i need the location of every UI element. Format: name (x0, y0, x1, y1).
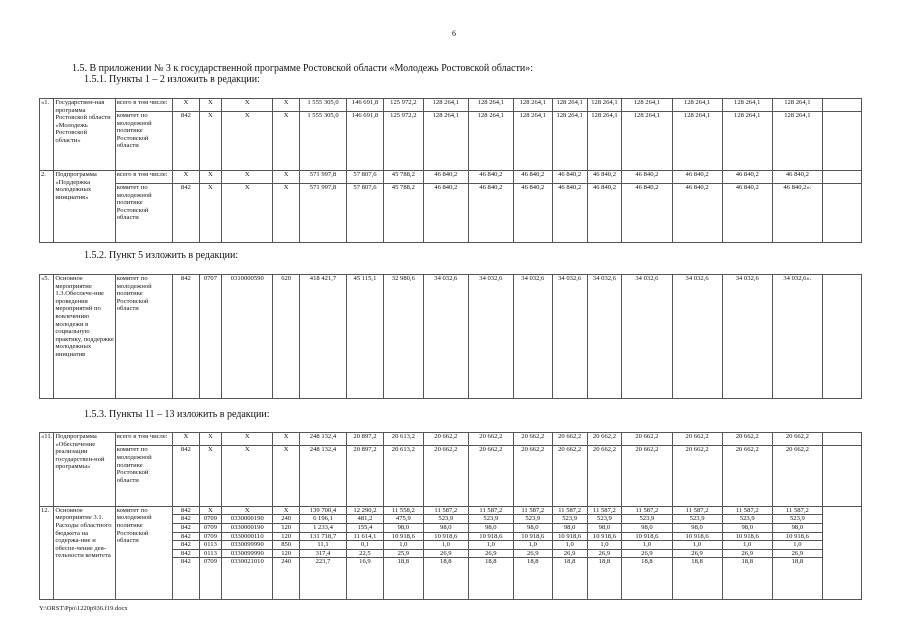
value-cell: 34 032,6 (587, 275, 622, 399)
value-line: 98,0 (384, 523, 423, 532)
value-cell: 34 032,6 (622, 275, 672, 399)
value-line: 26,9 (514, 549, 552, 558)
value-cell: 45 115,1 (347, 275, 384, 399)
value-line: 1,0 (384, 540, 423, 549)
executor-cell: комитет по молодежной политике Ростовской области (115, 446, 172, 506)
value-cell: 128 264,1 (587, 99, 622, 112)
value-line: 10 918,6 (424, 532, 468, 541)
value-line: 523,9 (424, 514, 468, 523)
value-cell: 46 840,2 (587, 170, 622, 183)
value-cell (772, 506, 822, 599)
value-line: 11 614,1 (347, 532, 383, 541)
value-line: 11 587,2 (635, 506, 659, 514)
value-line: 120 (273, 549, 299, 558)
value-cell: Х (199, 446, 222, 506)
value-cell: 45 788,2 (383, 170, 423, 183)
value-line: 98,0 (588, 523, 622, 532)
value-cell: 128 264,1 (722, 112, 772, 171)
value-cell: 20 662,2 (672, 433, 722, 446)
value-line: 0330000190 (222, 523, 272, 532)
value-cell: 842 (173, 183, 200, 242)
executor-cell: комитет по молодежной политике Ростовской области (115, 275, 172, 399)
value-line: 10 918,6 (673, 532, 722, 541)
value-cell: 20 662,2 (722, 433, 772, 446)
value-line: 26,9 (424, 549, 468, 558)
value-cell: 34 032,6». (772, 275, 822, 399)
value-cell: Х (199, 183, 222, 242)
empty-cell (822, 506, 861, 599)
value-line: 98,0 (514, 523, 552, 532)
value-line: 842 (173, 532, 199, 541)
value-cell: 20 613,2 (383, 433, 423, 446)
value-cell: Х (273, 170, 300, 183)
table-row (40, 433, 862, 446)
value-cell: Х (173, 170, 200, 183)
value-cell: 20 662,2 (468, 446, 513, 506)
value-line: 1,0 (622, 540, 671, 549)
value-line: 18,8 (469, 557, 513, 566)
value-line: 842 (173, 549, 199, 558)
value-line: 842 (173, 514, 199, 523)
value-cell: Х (273, 433, 300, 446)
value-line: 842 (173, 523, 199, 532)
empty-cell (822, 275, 861, 399)
value-cell (423, 506, 468, 599)
value-line: 240 (273, 514, 299, 523)
value-cell: 20 662,2 (772, 433, 822, 446)
value-line: 0709 (200, 532, 222, 541)
value-cell: 45 788,2 (383, 183, 423, 242)
value-cell: 46 840,2 (513, 170, 552, 183)
executor-cell: всего в том числе: (115, 170, 172, 183)
value-cell: 20 662,2 (722, 446, 772, 506)
value-cell: 46 840,2 (672, 183, 722, 242)
value-line: 98,0 (773, 523, 822, 532)
value-cell: 46 840,2 (772, 170, 822, 183)
value-cell: 571 997,8 (299, 183, 346, 242)
value-cell: 46 840,2 (622, 183, 672, 242)
executor-cell: комитет по молодежной политике Ростовской области (115, 112, 172, 171)
value-cell: Х (199, 99, 222, 112)
value-cell: 46 840,2 (468, 183, 513, 242)
value-line: 11 587,2 (685, 506, 709, 514)
value-cell (622, 506, 672, 599)
value-cell: 20 897,2 (347, 446, 384, 506)
value-cell: 20 662,2 (622, 446, 672, 506)
value-cell: 418 421,7 (299, 275, 346, 399)
value-line: 10 918,6 (622, 532, 671, 541)
value-cell: 128 264,1 (672, 112, 722, 171)
empty-cell (822, 112, 861, 171)
value-line: 18,8 (588, 557, 622, 566)
value-cell: Х (173, 433, 200, 446)
value-line: 18,8 (673, 557, 722, 566)
value-cell: 20 662,2 (513, 433, 552, 446)
value-line: 0709 (200, 523, 222, 532)
value-cell: 46 840,2 (672, 170, 722, 183)
value-line: 139 700,4 (309, 506, 337, 514)
value-line: 1,0 (469, 540, 513, 549)
value-line: 12 290,2 (353, 506, 377, 514)
value-line: 850 (273, 540, 299, 549)
value-line: 240 (273, 557, 299, 566)
value-line: 98,0 (553, 523, 587, 532)
value-line: 1,0 (588, 540, 622, 549)
value-cell: 128 264,1 (772, 112, 822, 171)
item-number: «5. (40, 275, 54, 399)
value-line: 98,0 (622, 523, 671, 532)
value-line: 26,9 (588, 549, 622, 558)
value-line: 523,9 (673, 514, 722, 523)
empty-cell (822, 433, 861, 446)
value-cell (222, 506, 273, 599)
value-cell: 34 032,6 (722, 275, 772, 399)
value-cell: 20 613,2 (383, 446, 423, 506)
value-line: 98,0 (424, 523, 468, 532)
executor-cell: всего в том числе: (115, 433, 172, 446)
value-cell: 128 264,1 (468, 99, 513, 112)
value-line: 98,0 (469, 523, 513, 532)
value-line: 523,9 (553, 514, 587, 523)
table-row (40, 112, 862, 171)
value-line: 18,8 (773, 557, 822, 566)
value-line: 0330099990 (222, 549, 272, 558)
value-cell: 620 (273, 275, 300, 399)
value-cell: 46 840,2». (772, 183, 822, 242)
value-cell: 128 264,1 (423, 99, 468, 112)
value-line: 10 918,6 (723, 532, 772, 541)
value-cell: Х (222, 112, 273, 171)
value-line: 98,0 (723, 523, 772, 532)
value-cell: 34 032,6 (552, 275, 587, 399)
value-line: 26,9 (723, 549, 772, 558)
value-cell: 128 264,1 (513, 112, 552, 171)
value-cell: 571 997,8 (299, 170, 346, 183)
item-number: «11. (40, 433, 54, 507)
value-cell: 842 (173, 446, 200, 506)
empty-cell (822, 99, 861, 112)
value-cell: 32 980,6 (383, 275, 423, 399)
value-cell: Х (222, 183, 273, 242)
value-line: 842 (180, 506, 191, 514)
value-cell: 0707 (199, 275, 222, 399)
value-line: 22,5 (347, 549, 383, 558)
file-path-footer: Y:\ORST\Ppo\1220p936.f19.docx (39, 605, 128, 612)
value-cell: 1 555 305,0 (299, 99, 346, 112)
value-line: 26,9 (622, 549, 671, 558)
value-line: 26,9 (673, 549, 722, 558)
value-line: 11 587,2 (735, 506, 759, 514)
value-line: 0330021010 (222, 557, 272, 566)
value-line: 0113 (200, 540, 222, 549)
value-cell (552, 506, 587, 599)
executor-cell: всего в том числе: (115, 99, 172, 112)
value-cell: 20 662,2 (587, 446, 622, 506)
value-cell: 46 840,2 (587, 183, 622, 242)
value-cell (199, 506, 222, 599)
value-cell (672, 506, 722, 599)
value-cell (468, 506, 513, 599)
value-line: Х (283, 506, 289, 514)
value-line: 523,9 (773, 514, 822, 523)
executor-cell: комитет по молодежной политике Ростовской области (115, 506, 172, 599)
value-cell: Х (273, 99, 300, 112)
value-line: 11 558,2 (391, 506, 415, 514)
value-cell: 125 972,2 (383, 99, 423, 112)
value-cell (587, 506, 622, 599)
value-cell: Х (199, 112, 222, 171)
value-cell: Х (273, 446, 300, 506)
value-line: 523,9 (514, 514, 552, 523)
value-cell: Х (273, 112, 300, 171)
value-line: 120 (273, 532, 299, 541)
value-cell: 128 264,1 (772, 99, 822, 112)
table-row (40, 506, 862, 599)
value-cell: Х (222, 170, 273, 183)
value-line: 1,0 (424, 540, 468, 549)
value-cell: 34 032,6 (423, 275, 468, 399)
value-cell (383, 506, 423, 599)
value-cell: 20 662,2 (423, 446, 468, 506)
value-line: 1 233,4 (300, 523, 346, 532)
value-line: 0113 (200, 549, 222, 558)
value-cell: 20 662,2 (513, 446, 552, 506)
value-cell: 46 840,2 (552, 183, 587, 242)
value-cell: 46 840,2 (622, 170, 672, 183)
value-cell: 20 662,2 (772, 446, 822, 506)
value-line: 10 918,6 (553, 532, 587, 541)
value-cell: 20 662,2 (468, 433, 513, 446)
program-name: Основное мероприятие 1.3.Обеспече-ние проведения мероприятий по вовлечению молодежи в социальную практику, поддержке молодежных инициатив (54, 275, 115, 399)
value-cell: 46 840,2 (722, 170, 772, 183)
value-cell: Х (222, 99, 273, 112)
value-cell: Х (273, 183, 300, 242)
value-line: 842 (173, 540, 199, 549)
value-cell: 20 662,2 (552, 446, 587, 506)
value-cell: 128 264,1 (513, 99, 552, 112)
executor-cell: комитет по молодежной политике Ростовской области (115, 183, 172, 242)
value-line: 842 (173, 557, 199, 566)
subsection-heading-3: 1.5.3. Пункты 11 – 13 изложить в редакции: (84, 409, 270, 420)
value-cell: 128 264,1 (468, 112, 513, 171)
value-line: 1,0 (673, 540, 722, 549)
table-row (40, 446, 862, 506)
value-line: 10 918,6 (469, 532, 513, 541)
value-cell: 46 840,2 (513, 183, 552, 242)
value-cell: 46 840,2 (423, 170, 468, 183)
value-line: 18,8 (622, 557, 671, 566)
value-cell: 34 032,6 (513, 275, 552, 399)
empty-cell (822, 183, 861, 242)
table-row (40, 170, 862, 183)
value-cell (513, 506, 552, 599)
value-cell: 20 662,2 (552, 433, 587, 446)
value-cell: 57 807,6 (347, 170, 384, 183)
table-items-1-2 (39, 98, 862, 243)
value-cell (273, 506, 300, 599)
value-line: 0709 (200, 557, 222, 566)
value-line: 131 718,7 (300, 532, 346, 541)
value-line: 0709 (200, 514, 222, 523)
value-line: 0330000190 (222, 514, 272, 523)
value-cell: Х (199, 170, 222, 183)
value-cell: 20 662,2 (622, 433, 672, 446)
value-cell: 0310000590 (222, 275, 273, 399)
program-name: Государствен-ная программа Ростовской области «Молодежь Ростовской области» (54, 99, 115, 171)
value-line: 523,9 (469, 514, 513, 523)
value-line: 11 587,2 (785, 506, 809, 514)
value-line: 1,0 (514, 540, 552, 549)
value-cell: 20 662,2 (672, 446, 722, 506)
program-name: Подпрограмма «Поддержка молодежных инициатив» (54, 170, 115, 242)
value-line: 523,9 (622, 514, 671, 523)
value-line: 475,9 (384, 514, 423, 523)
value-line: 26,9 (469, 549, 513, 558)
page-number: 6 (452, 29, 456, 38)
value-line: 223,7 (300, 557, 346, 566)
table-row (40, 275, 862, 399)
value-cell: 57 807,6 (347, 183, 384, 242)
program-name: Основное мероприятие 3.1. Расходы областного бюджета на содержа-ние и обеспе-чение дея-тельности комитета (54, 506, 115, 599)
value-line: 18,8 (514, 557, 552, 566)
value-cell: 842 (173, 275, 200, 399)
value-line: 10 918,6 (773, 532, 822, 541)
table-row (40, 183, 862, 242)
value-cell: Х (222, 433, 273, 446)
value-cell: 842 (173, 112, 200, 171)
section-heading: 1.5. В приложении № 3 к государственной программе Ростовской области «Молодежь Ростовской области»: (72, 63, 533, 74)
value-line: 120 (273, 523, 299, 532)
value-line: 11 587,2 (558, 506, 582, 514)
value-line: 523,9 (588, 514, 622, 523)
value-line: 25,9 (384, 549, 423, 558)
value-cell: 128 264,1 (622, 99, 672, 112)
value-line: 11 587,2 (521, 506, 545, 514)
value-line: 1,0 (553, 540, 587, 549)
value-cell: 46 840,2 (722, 183, 772, 242)
value-line: 0,1 (347, 540, 383, 549)
value-line: 6 196,1 (300, 514, 346, 523)
value-cell: 128 264,1 (722, 99, 772, 112)
item-number: 2. (40, 170, 54, 242)
value-line: 18,8 (424, 557, 468, 566)
value-line: 481,2 (347, 514, 383, 523)
value-cell: 20 662,2 (423, 433, 468, 446)
value-cell: 46 840,2 (423, 183, 468, 242)
value-cell: 128 264,1 (622, 112, 672, 171)
value-cell: 46 840,2 (552, 170, 587, 183)
value-cell: 146 691,8 (347, 112, 384, 171)
table-item-5 (39, 274, 862, 399)
value-cell: 128 264,1 (423, 112, 468, 171)
value-cell: 128 264,1 (552, 99, 587, 112)
value-line: 26,9 (773, 549, 822, 558)
empty-cell (822, 170, 861, 183)
value-cell: Х (222, 446, 273, 506)
value-cell (722, 506, 772, 599)
value-line: 10 918,6 (588, 532, 622, 541)
value-cell: 20 662,2 (587, 433, 622, 446)
value-cell: Х (199, 433, 222, 446)
value-cell: 146 691,8 (347, 99, 384, 112)
value-line: 26,9 (553, 549, 587, 558)
value-cell: 1 555 305,0 (299, 112, 346, 171)
value-line: 18,8 (384, 557, 423, 566)
value-line: 317,4 (300, 549, 346, 558)
value-line: Х (244, 506, 250, 514)
value-cell: Х (173, 99, 200, 112)
value-line: 11,1 (300, 540, 346, 549)
item-number: 12. (40, 506, 54, 599)
value-line: 0330000110 (222, 532, 272, 541)
value-line: 1,0 (773, 540, 822, 549)
value-line: 11 587,2 (434, 506, 458, 514)
value-cell: 125 972,2 (383, 112, 423, 171)
item-number: «1. (40, 99, 54, 171)
value-line: 10 918,6 (514, 532, 552, 541)
value-cell: 34 032,6 (672, 275, 722, 399)
value-cell (299, 506, 346, 599)
value-cell: 46 840,2 (468, 170, 513, 183)
value-line: 0330099990 (222, 540, 272, 549)
value-cell: 128 264,1 (587, 112, 622, 171)
value-line: 18,8 (553, 557, 587, 566)
value-line: 155,4 (347, 523, 383, 532)
subsection-heading-1: 1.5.1. Пункты 1 – 2 изложить в редакции: (84, 74, 260, 85)
table-row (40, 99, 862, 112)
empty-cell (822, 446, 861, 506)
value-line: 10 918,6 (384, 532, 423, 541)
value-line: 523,9 (723, 514, 772, 523)
table-items-11-13 (39, 432, 862, 600)
value-cell: 128 264,1 (672, 99, 722, 112)
subsection-heading-2: 1.5.2. Пункт 5 изложить в редакции: (84, 250, 239, 261)
value-line: 1,0 (723, 540, 772, 549)
value-cell: 248 132,4 (299, 433, 346, 446)
value-cell: 20 897,2 (347, 433, 384, 446)
value-line: Х (208, 506, 213, 514)
value-line: 98,0 (673, 523, 722, 532)
value-line: 11 587,2 (593, 506, 616, 514)
value-cell: 34 032,6 (468, 275, 513, 399)
value-line: 16,9 (347, 557, 383, 566)
value-line: 18,8 (723, 557, 772, 566)
value-cell: 128 264,1 (552, 112, 587, 171)
value-line: 11 587,2 (479, 506, 503, 514)
program-name: Подпрограмма «Обеспечение реализации государствен-ной программы» (54, 433, 115, 507)
value-cell (347, 506, 384, 599)
value-cell: 248 132,4 (299, 446, 346, 506)
value-cell (173, 506, 200, 599)
